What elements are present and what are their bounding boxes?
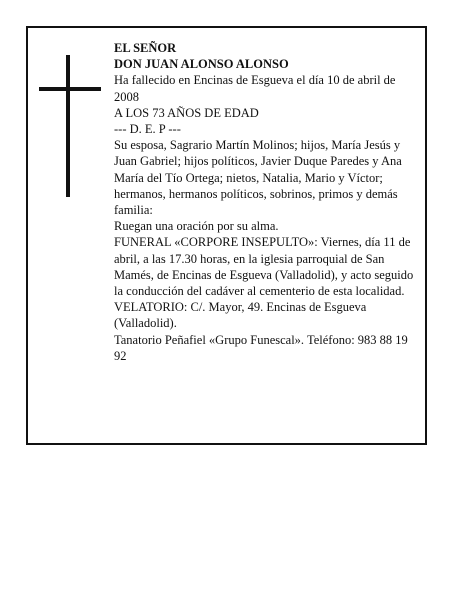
prayer-request: Ruegan una oración por su alma. bbox=[114, 219, 279, 234]
family-list: Su esposa, Sagrario Martín Molinos; hijos, María Jesús y Juan Gabriel; hijos políticos, Javier Duque Paredes y Ana María del Tío Ortega; nietos, Natalia, Mario y Víctor; hermanos, hermanos políticos, sobrinos, primos y demás familia: bbox=[114, 138, 402, 218]
obituary-notice bbox=[26, 26, 427, 445]
notice-text-block bbox=[114, 40, 420, 364]
cross-icon bbox=[39, 55, 101, 197]
rest-in-peace: --- D. E. P --- bbox=[114, 122, 181, 137]
funeral-details: FUNERAL «CORPORE INSEPULTO»: Viernes, día 11 de abril, a las 17.30 horas, en la iglesia parroquial de San Mamés, de Encinas de Esgueva (Valladolid), y acto seguido la conducción del cadáver al cementerio de esta localidad. bbox=[114, 235, 414, 299]
age-at-death: A LOS 73 AÑOS DE EDAD bbox=[114, 105, 259, 120]
cross-horizontal-bar bbox=[39, 87, 101, 91]
deceased-name: DON JUAN ALONSO ALONSO bbox=[114, 57, 289, 72]
death-announcement: Ha fallecido en Encinas de Esgueva el día 10 de abril de 2008 bbox=[114, 73, 396, 104]
cross-vertical-bar bbox=[66, 55, 70, 197]
funeral-home-details: Tanatorio Peñafiel «Grupo Funescal». Teléfono: 983 88 19 92 bbox=[114, 332, 408, 363]
notice-title: EL SEÑOR bbox=[114, 41, 177, 55]
wake-details: VELATORIO: C/. Mayor, 49. Encinas de Esgueva (Valladolid). bbox=[114, 300, 367, 331]
